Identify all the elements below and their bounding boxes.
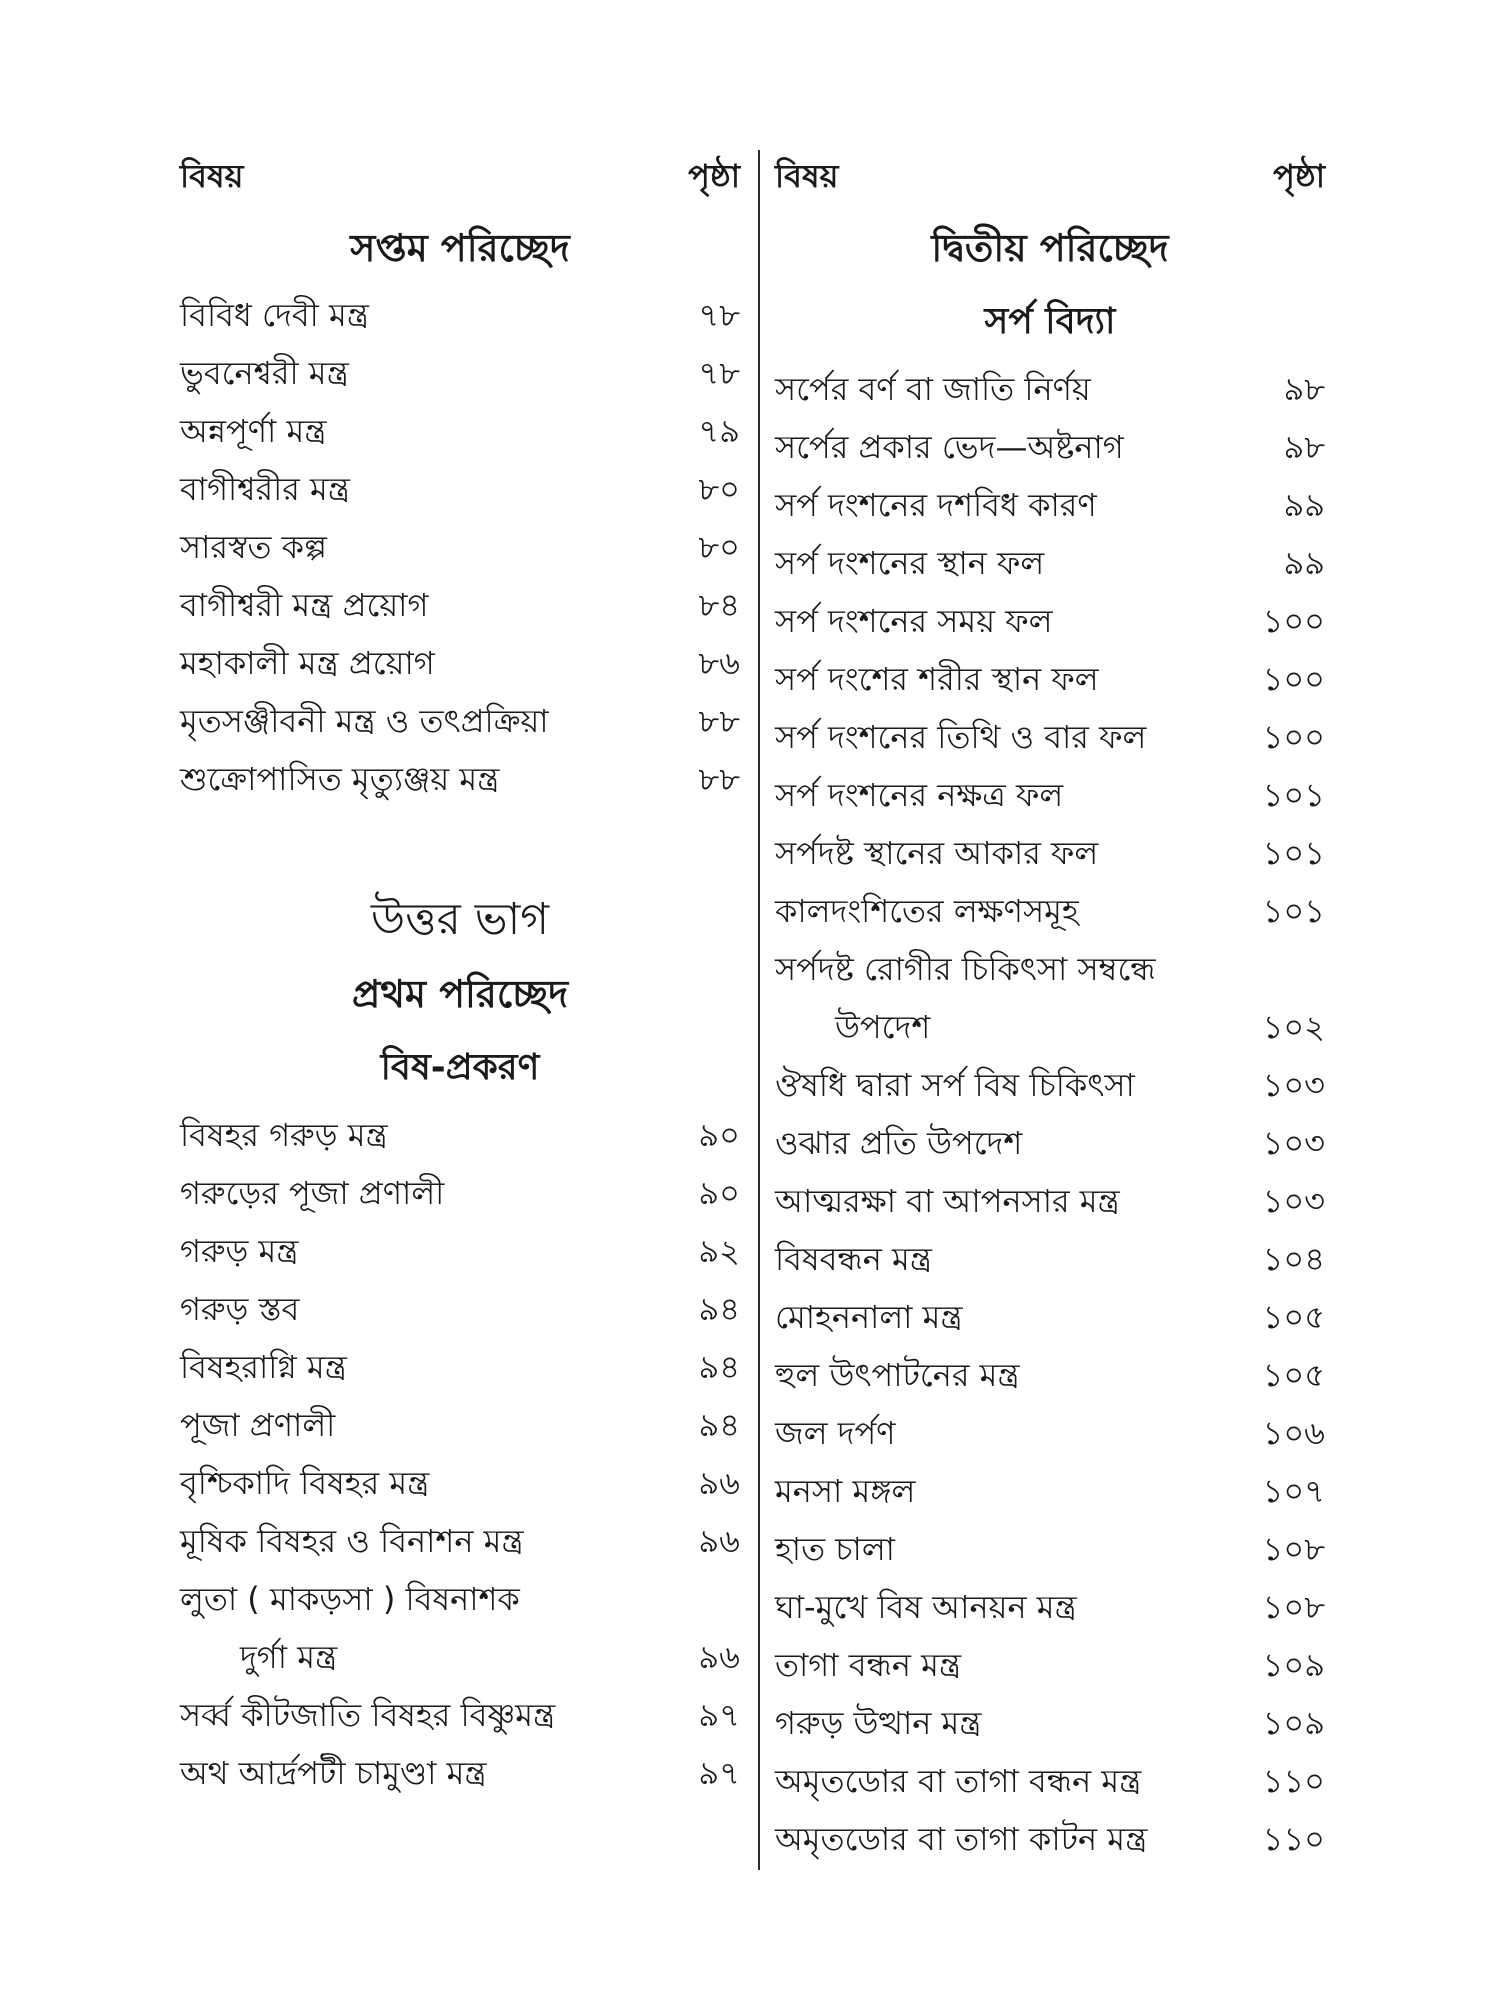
entry-page: ৯৬ [698, 1638, 740, 1676]
entry-page: ৭৮ [698, 354, 740, 392]
chapter-heading: সপ্তম পরিচ্ছেদ [350, 226, 570, 270]
entry-page: ৮৮ [698, 702, 740, 740]
toc-entry [775, 1578, 1325, 1636]
toc-entry [775, 476, 1325, 534]
entry-page: ৯৮ [1283, 370, 1325, 408]
entry-title: মূষিক বিষহর ও বিনাশন মন্ত্র [180, 1522, 524, 1560]
entry-title: বাগীশ্বরীর মন্ত্র [180, 470, 351, 508]
entry-page: ৮৬ [698, 644, 740, 682]
entry-page: ৯৭ [698, 1754, 740, 1792]
entry-title: বিষবন্ধন মন্ত্র [775, 1240, 933, 1278]
toc-entry [775, 766, 1325, 824]
entry-title: বিষহর গরুড় মন্ত্র [180, 1116, 388, 1154]
entry-title: সারস্বত কল্প [180, 528, 327, 566]
entry-page: ৯৬ [698, 1464, 740, 1502]
right-column-header [775, 150, 1325, 206]
toc-entry [775, 1636, 1325, 1694]
entry-page: ১০৭ [1262, 1472, 1325, 1510]
toc-entry [180, 1454, 740, 1512]
entry-page: ৯৬ [698, 1522, 740, 1560]
entry-page: ১০৯ [1262, 1704, 1325, 1742]
toc-entry [180, 1164, 740, 1222]
entry-page: ৮০ [698, 470, 740, 508]
entry-title: সর্প দংশনের নক্ষত্র ফল [775, 776, 1064, 814]
entry-title: মৃতসঞ্জীবনী মন্ত্র ও তৎপ্রক্রিয়া [180, 702, 549, 740]
toc-entry [775, 1288, 1325, 1346]
entry-page: ১০২ [1262, 1008, 1325, 1046]
entry-title: তাগা বন্ধন মন্ত্র [775, 1646, 962, 1684]
toc-entry [180, 402, 740, 460]
entry-title: ওঝার প্রতি উপদেশ [775, 1124, 1023, 1162]
entry-title [775, 940, 1255, 1056]
toc-entry [180, 1396, 740, 1454]
entry-title: অন্নপূর্ণা মন্ত্র [180, 412, 327, 450]
toc-entry [180, 518, 740, 576]
entry-title: গরুড়ের পূজা প্রণালী [180, 1174, 445, 1212]
toc-entry [775, 1230, 1325, 1288]
entry-title-line: উপদেশ [835, 1008, 931, 1046]
entry-page: ৯২ [698, 1232, 740, 1270]
entry-title: গরুড় উত্থান মন্ত্র [775, 1704, 982, 1742]
entry-title: মোহননালা মন্ত্র [775, 1298, 963, 1336]
entry-page: ৭৮ [698, 296, 740, 334]
entry-title: সর্পের বর্ণ বা জাতি নির্ণয় [775, 370, 1091, 408]
entry-title [180, 1570, 670, 1686]
entry-page: ১০০ [1262, 718, 1325, 756]
entry-page: ১০১ [1262, 892, 1325, 930]
toc-entry [180, 576, 740, 634]
entry-title: মহাকালী মন্ত্র প্রয়োগ [180, 644, 435, 682]
entry-list [775, 360, 1325, 940]
entry-title: বিষহরাগ্নি মন্ত্র [180, 1348, 347, 1386]
entry-title: জল দর্পণ [775, 1414, 896, 1452]
entry-page: ৯০ [698, 1174, 740, 1212]
entry-title: আত্মরক্ষা বা আপনসার মন্ত্র [775, 1182, 1120, 1220]
entry-page: ৯৯ [1283, 544, 1325, 582]
toc-entry [775, 650, 1325, 708]
entry-page: ৯৪ [698, 1348, 740, 1386]
chapter-heading: দ্বিতীয় পরিচ্ছেদ [931, 226, 1169, 270]
entry-title: সর্প দংশনের দশবিধ কারণ [775, 486, 1097, 524]
entry-title: মনসা মঙ্গল [775, 1472, 916, 1510]
entry-title: পূজা প্রণালী [180, 1406, 336, 1444]
toc-entry [775, 1114, 1325, 1172]
toc-entry [775, 708, 1325, 766]
entry-title: ঘা-মুখে বিষ আনয়ন মন্ত্র [775, 1588, 1077, 1626]
chapter-heading: প্রথম পরিচ্ছেদ [351, 972, 569, 1016]
entry-title: বৃশ্চিকাদি বিষহর মন্ত্র [180, 1464, 430, 1502]
entry-title: কালদংশিতের লক্ষণসমূহ [775, 892, 1079, 930]
toc-entry [775, 592, 1325, 650]
toc-entry [180, 750, 740, 808]
entry-title-line: দুর্গা মন্ত্র [240, 1638, 338, 1676]
entry-title: বিবিধ দেবী মন্ত্র [180, 296, 369, 334]
page-label: পৃষ্ঠা [688, 157, 740, 195]
left-column-header [180, 150, 740, 206]
entry-title-line: সর্পদষ্ট রোগীর চিকিৎসা সম্বন্ধে [775, 950, 1156, 988]
entry-page: ১১০ [1262, 1820, 1325, 1858]
entry-title: সর্প দংশনের তিথি ও বার ফল [775, 718, 1147, 756]
entry-page: ৯৪ [698, 1290, 740, 1328]
toc-entry [775, 824, 1325, 882]
toc-entry [775, 360, 1325, 418]
entry-title: অমৃতডোর বা তাগা কাটন মন্ত্র [775, 1820, 1148, 1858]
entry-list [180, 286, 740, 808]
toc-entry [180, 1570, 740, 1686]
toc-entry [180, 1338, 740, 1396]
part-heading: উত্তর ভাগ [370, 894, 550, 945]
toc-entry [775, 1694, 1325, 1752]
toc-entry [180, 1280, 740, 1338]
entry-page: ৯০ [698, 1116, 740, 1154]
entry-page: ৯৮ [1283, 428, 1325, 466]
toc-entry [775, 1404, 1325, 1462]
toc-entry [775, 940, 1325, 1056]
toc-entry [775, 1056, 1325, 1114]
entry-page: ১০৪ [1262, 1240, 1325, 1278]
entry-page: ১০১ [1262, 776, 1325, 814]
entry-title: ঔষধি দ্বারা সর্প বিষ চিকিৎসা [775, 1066, 1135, 1104]
entry-title: গরুড় মন্ত্র [180, 1232, 299, 1270]
entry-title: বাগীশ্বরী মন্ত্র প্রয়োগ [180, 586, 429, 624]
page-label: পৃষ্ঠা [1273, 157, 1325, 195]
entry-page: ৮০ [698, 528, 740, 566]
entry-title: সর্প দংশনের সময় ফল [775, 602, 1053, 640]
entry-title: শুক্রোপাসিত মৃত্যুঞ্জয় মন্ত্র [180, 760, 500, 798]
entry-title: সর্পদষ্ট স্থানের আকার ফল [775, 834, 1099, 872]
toc-entry [775, 882, 1325, 940]
entry-page: ৭৯ [698, 412, 740, 450]
toc-entry [180, 1744, 740, 1802]
entry-title: ভুবনেশ্বরী মন্ত্র [180, 354, 349, 392]
toc-entry [775, 1462, 1325, 1520]
right-column [775, 150, 1325, 1868]
section-heading: সর্প বিদ্যা [984, 301, 1116, 342]
entry-list [180, 1106, 740, 1570]
entry-page: ১০৮ [1262, 1530, 1325, 1568]
entry-page: ১০৩ [1262, 1066, 1325, 1104]
entry-title: সর্প দংশনের স্থান ফল [775, 544, 1045, 582]
entry-title: হাত চালা [775, 1530, 895, 1568]
toc-entry [180, 460, 740, 518]
entry-title: হুল উৎপাটনের মন্ত্র [775, 1356, 1020, 1394]
toc-entry [180, 344, 740, 402]
toc-entry [775, 534, 1325, 592]
entry-title: সর্ব্ব কীটজাতি বিষহর বিষ্ণুমন্ত্র [180, 1696, 556, 1734]
entry-page: ১০৩ [1262, 1124, 1325, 1162]
toc-entry [180, 1222, 740, 1280]
entry-page: ১০৫ [1262, 1356, 1325, 1394]
toc-entry [180, 1106, 740, 1164]
column-divider [758, 150, 760, 1870]
toc-entry [775, 1520, 1325, 1578]
entry-page: ১০৩ [1262, 1182, 1325, 1220]
entry-page: ১০১ [1262, 834, 1325, 872]
subject-label: বিষয় [180, 157, 244, 195]
entry-page: ১০৯ [1262, 1646, 1325, 1684]
entry-title-line: লুতা ( মাকড়সা ) বিষনাশক [180, 1580, 520, 1618]
toc-entry [775, 1172, 1325, 1230]
entry-page: ১১০ [1262, 1762, 1325, 1800]
toc-entry [180, 692, 740, 750]
entry-page: ১০৮ [1262, 1588, 1325, 1626]
section-heading: বিষ-প্রকরণ [380, 1047, 540, 1088]
toc-entry [180, 1512, 740, 1570]
entry-title: অমৃতডোর বা তাগা বন্ধন মন্ত্র [775, 1762, 1142, 1800]
toc-entry [180, 634, 740, 692]
left-column [180, 150, 740, 1802]
entry-page: ৯৯ [1283, 486, 1325, 524]
entry-page: ৯৭ [698, 1696, 740, 1734]
toc-entry [775, 1346, 1325, 1404]
toc-entry [180, 286, 740, 344]
toc-entry [775, 418, 1325, 476]
entry-page: ৯৪ [698, 1406, 740, 1444]
toc-entry [775, 1810, 1325, 1868]
entry-list [775, 1056, 1325, 1868]
entry-page: ১০০ [1262, 660, 1325, 698]
entry-page: ৮৮ [698, 760, 740, 798]
entry-title: সর্প দংশের শরীর স্থান ফল [775, 660, 1099, 698]
toc-entry [180, 1686, 740, 1744]
subject-label: বিষয় [775, 157, 839, 195]
entry-page: ১০০ [1262, 602, 1325, 640]
entry-title: সর্পের প্রকার ভেদ—অষ্টনাগ [775, 428, 1124, 466]
entry-title: অথ আর্দ্রপটী চামুণ্ডা মন্ত্র [180, 1754, 487, 1792]
toc-entry [775, 1752, 1325, 1810]
entry-page: ৮৪ [698, 586, 740, 624]
entry-title: গরুড় স্তব [180, 1290, 300, 1328]
entry-page: ১০৫ [1262, 1298, 1325, 1336]
entry-page: ১০৬ [1262, 1414, 1325, 1452]
entry-list [180, 1686, 740, 1802]
